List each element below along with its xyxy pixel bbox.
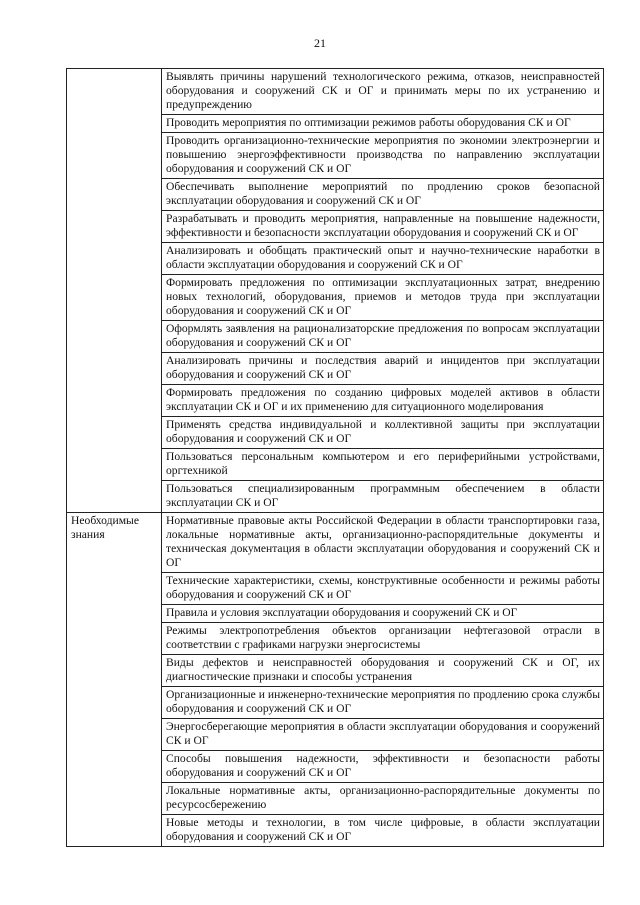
requirement-text: Пользоваться персональным компьютером и его периферийными устройствами, оргтехникой [162,449,604,481]
page-number: 21 [314,36,326,50]
requirement-text: Проводить мероприятия по оптимизации режимов работы оборудования СК и ОГ [162,115,604,133]
requirement-text: Виды дефектов и неисправностей оборудования и сооружений СК и ОГ, их диагностические признаки и способы устранения [162,655,604,687]
requirement-text: Новые методы и технологии, в том числе цифровые, в области эксплуатации оборудования и сооружений СК и ОГ [162,815,604,847]
requirement-text: Энергосберегающие мероприятия в области эксплуатации оборудования и сооружений СК и ОГ [162,719,604,751]
table-row [67,513,604,573]
requirement-text: Анализировать причины и последствия аварий и инцидентов при эксплуатации оборудования и сооружений СК и ОГ [162,353,604,385]
requirement-text: Пользоваться специализированным программным обеспечением в области эксплуатации СК и ОГ [162,481,604,513]
requirement-text: Проводить организационно-технические мероприятия по экономии электроэнергии и повышению энергоэффективности производства по направлению эксплуатации оборудования и сооружений СК и ОГ [162,133,604,179]
requirement-text: Применять средства индивидуальной и коллективной защиты при эксплуатации оборудования и сооружений СК и ОГ [162,417,604,449]
requirement-text: Анализировать и обобщать практический опыт и научно-технические наработки в области эксплуатации оборудования и сооружений СК и ОГ [162,243,604,275]
requirement-text: Обеспечивать выполнение мероприятий по продлению сроков безопасной эксплуатации оборудования и сооружений СК и ОГ [162,179,604,211]
requirement-text: Оформлять заявления на рационализаторские предложения по вопросам эксплуатации оборудования и сооружений СК и ОГ [162,321,604,353]
requirements-table-body [67,69,604,847]
requirement-text: Организационные и инженерно-технические мероприятия по продлению срока службы оборудования и сооружений СК и ОГ [162,687,604,719]
requirement-text: Способы повышения надежности, эффективности и безопасности работы оборудования и сооружений СК и ОГ [162,751,604,783]
section-label-cell [67,69,162,513]
table-row [67,69,604,115]
requirement-text: Локальные нормативные акты, организационно-распорядительные документы по ресурсосбережению [162,783,604,815]
section-label-cell [67,513,162,847]
requirement-text: Режимы электропотребления объектов организации нефтегазовой отрасли в соответствии с графиками нагрузки энергосистемы [162,623,604,655]
requirement-text: Правила и условия эксплуатации оборудования и сооружений СК и ОГ [162,605,604,623]
requirement-text: Разрабатывать и проводить мероприятия, направленные на повышение надежности, эффективности и безопасности эксплуатации оборудования и сооружений СК и ОГ [162,211,604,243]
requirement-text: Нормативные правовые акты Российской Федерации в области транспортировки газа, локальные нормативные акты, организационно-распорядительные документы и техническая документация в области эксплуатации оборудования и сооружений СК и ОГ [162,513,604,573]
requirement-text: Формировать предложения по оптимизации эксплуатационных затрат, внедрению новых технологий, оборудования, приемов и методов труда при эксплуатации оборудования и сооружений СК и ОГ [162,275,604,321]
requirement-text: Формировать предложения по созданию цифровых моделей активов в области эксплуатации СК и ОГ и их применению для ситуационного моделирования [162,385,604,417]
requirement-text: Технические характеристики, схемы, конструктивные особенности и режимы работы оборудования и сооружений СК и ОГ [162,573,604,605]
requirement-text: Выявлять причины нарушений технологического режима, отказов, неисправностей оборудования и сооружений СК и ОГ и принимать меры по их устранению и предупреждению [162,69,604,115]
section-label: Необходимые знания [71,514,139,541]
requirements-table [66,68,604,847]
